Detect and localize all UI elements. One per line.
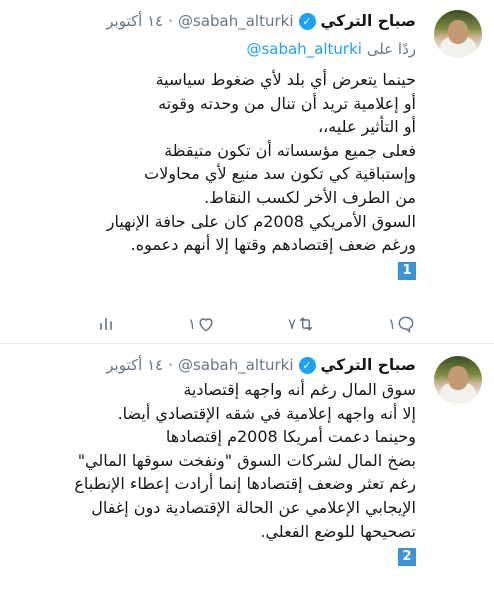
tweet-header — [10, 10, 416, 32]
retweet-button[interactable] — [280, 314, 316, 334]
reply-button[interactable] — [380, 314, 416, 334]
tweet-actions — [96, 312, 416, 336]
verified-badge-icon: ✓ — [299, 357, 316, 374]
display-name[interactable]: صباح التركي — [320, 356, 416, 374]
reply-count: ١ — [387, 315, 396, 333]
tweet-timestamp[interactable]: ١٤ أكتوبر — [106, 12, 164, 30]
avatar-face — [448, 366, 468, 390]
tweet-timestamp[interactable]: ١٤ أكتوبر — [106, 356, 164, 374]
tweet-line: وحينما دعمت أمريكا 2008م إقتصادها — [165, 427, 416, 447]
tweet-line: أو التأثير عليه،، — [317, 117, 416, 137]
display-name[interactable]: صباح التركي — [320, 12, 416, 30]
tweet-line: السوق الأمريكي 2008م كان على حافة الإنهيار — [106, 211, 416, 231]
tweet-line: من الطرف الأخر لكسب النقاط. — [204, 187, 416, 207]
tweet-text — [10, 378, 416, 567]
user-handle[interactable]: @sabah_alturki — [178, 356, 294, 374]
tweet-line: تصحيحها للوضع الفعلي. — [260, 521, 416, 541]
user-handle[interactable]: @sabah_alturki — [178, 12, 294, 30]
retweet-icon — [296, 314, 316, 334]
tweet-line: بضخ المال لشركات السوق "ونفخت سوقها المالي" — [77, 450, 416, 470]
analytics-icon — [96, 314, 116, 334]
avatar[interactable] — [434, 356, 482, 404]
separator-dot: · — [168, 356, 173, 374]
separator-dot: · — [168, 12, 173, 30]
avatar-face — [448, 20, 468, 44]
tweet-content — [10, 10, 416, 280]
tweet[interactable] — [0, 344, 494, 591]
verified-badge-icon: ✓ — [299, 13, 316, 30]
tweet-line: رغم تعثر وضعف إقتصادها إنما أرادت إعطاء الإنطباع — [74, 474, 416, 494]
reply-icon — [396, 314, 416, 334]
avatar[interactable] — [434, 10, 482, 58]
replying-prefix: ردًا على — [366, 40, 416, 58]
tweet-line: فعلى جميع مؤسساته أن تكون متيقظة — [164, 140, 416, 160]
tweet-line: حينما يتعرض أي بلد لأي ضغوط سياسية — [155, 70, 416, 89]
retweet-count: ٧ — [287, 315, 296, 333]
replying-to — [10, 40, 416, 62]
tweet-line: إلا أنه واجهه إعلامية في شقه الإقتصادي أيضا. — [117, 403, 416, 423]
replying-mention[interactable]: @sabah_alturki — [246, 40, 362, 58]
tweet-content — [10, 354, 416, 567]
thread-number-badge: 2 — [398, 548, 416, 566]
tweet-header — [10, 354, 416, 376]
analytics-button[interactable] — [96, 314, 116, 334]
like-count: ١ — [187, 315, 196, 333]
tweet-text — [10, 68, 416, 280]
tweet-line: وإستباقية كي تكون سد منيع لأي محاولات — [144, 164, 416, 184]
thread-number-badge: 1 — [398, 262, 416, 280]
like-button[interactable] — [180, 314, 216, 334]
heart-icon — [196, 314, 216, 334]
tweet-line: الإيجابي الإعلامي عن الحالة الإقتصادية دون إغفال — [91, 497, 416, 517]
tweet-line: أو إعلامية تريد أن تنال من وحدته وقوته — [158, 93, 416, 113]
tweet-line: سوق المال رغم أنه واجهه إقتصادية — [183, 380, 416, 399]
tweet-line: ورغم ضعف إقتصادهم وقتها إلا أنهم دعموه. — [130, 235, 416, 255]
